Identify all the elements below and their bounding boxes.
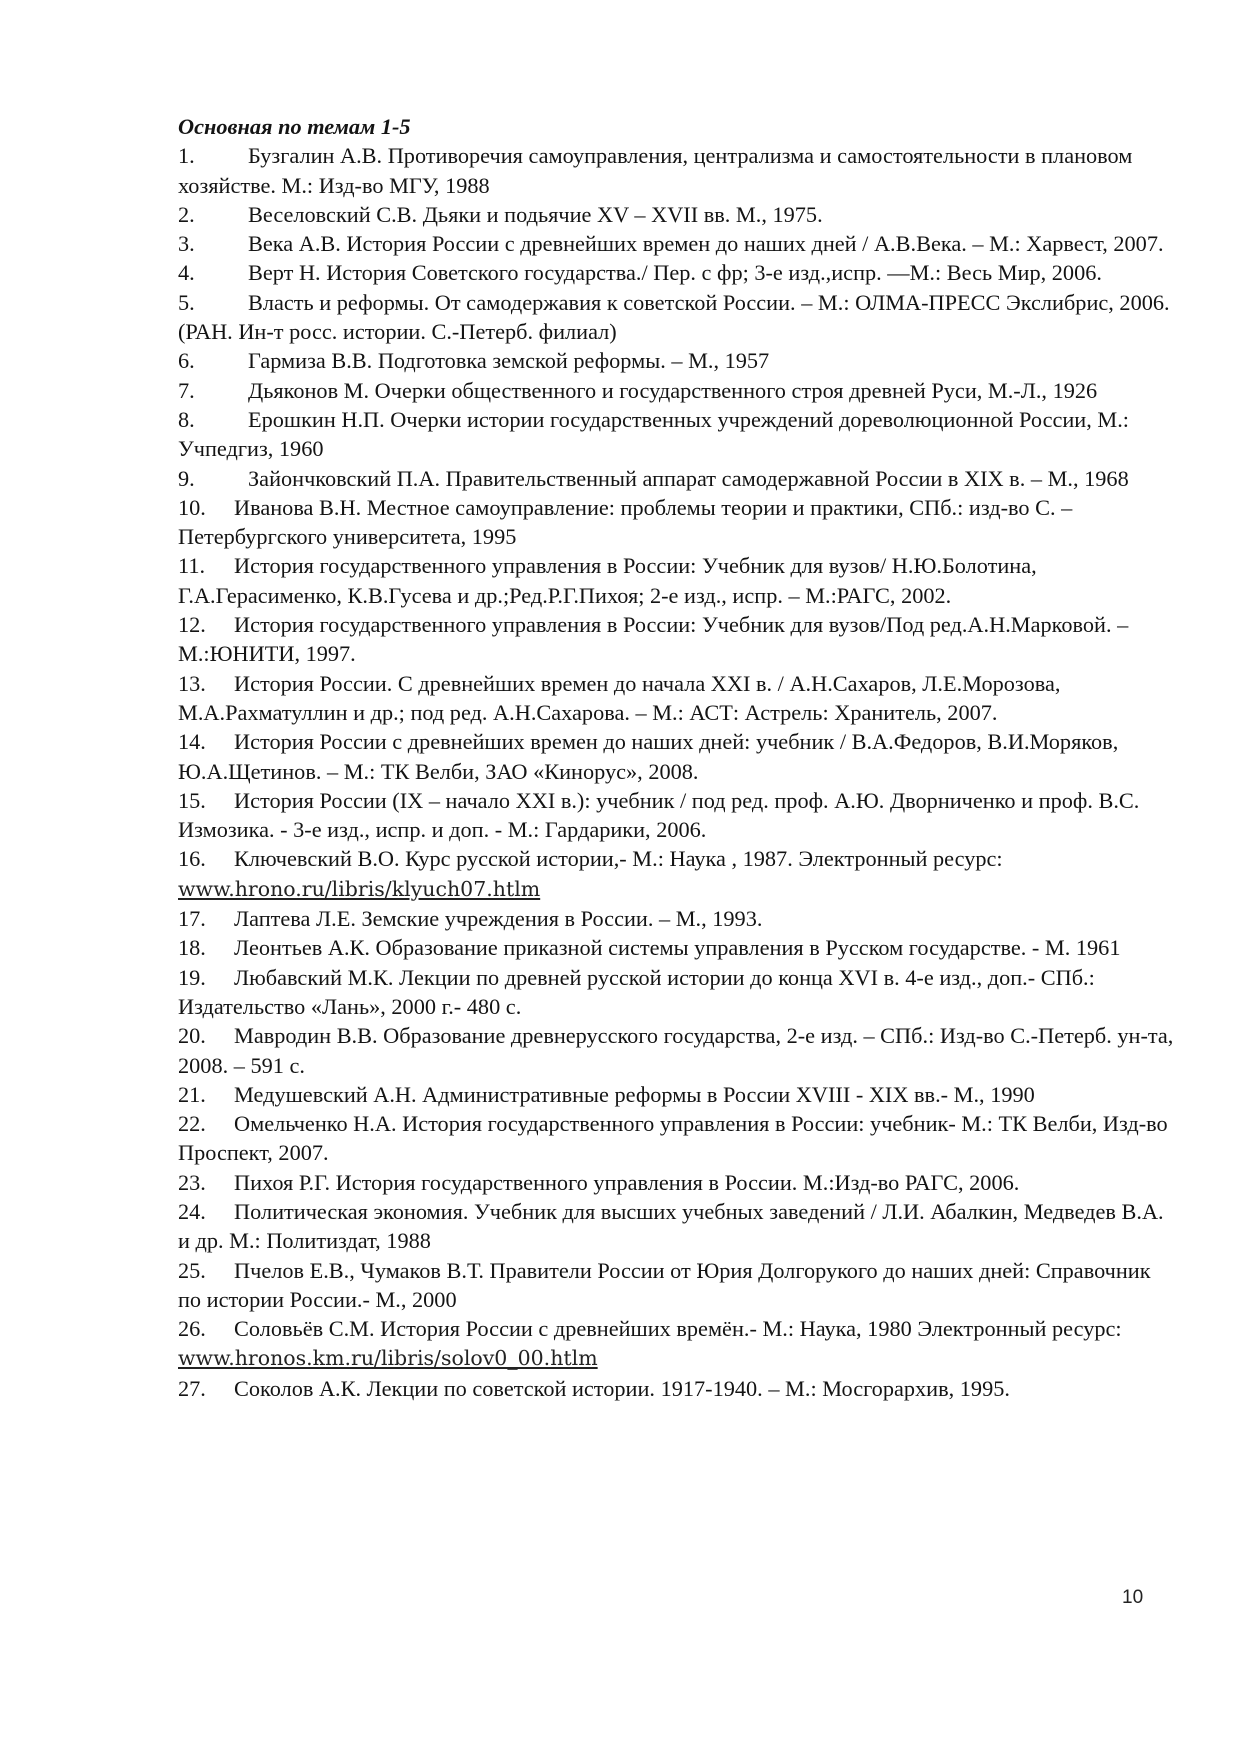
reference-number: 19. <box>178 964 206 990</box>
reference-number: 14. <box>178 729 206 755</box>
reference-text: Пихоя Р.Г. История государственного управления в России. М.:Изд-во РАГС, 2006. <box>234 1169 1020 1195</box>
reference-number: 11. <box>178 553 206 579</box>
reference-number: 17. <box>178 906 206 932</box>
reference-item <box>178 200 1178 229</box>
reference-text: Мавродин В.В. Образование древнерусского государства, 2-е изд. – СПб.: Изд-во С.-Петерб. ун-та, 2008. – 591 с. <box>178 1023 1174 1078</box>
reference-item <box>178 844 1178 904</box>
reference-number: 18. <box>178 935 206 961</box>
reference-item <box>178 141 1178 200</box>
reference-item <box>178 1080 1178 1109</box>
reference-number: 27. <box>178 1375 206 1401</box>
reference-item <box>178 229 1178 258</box>
reference-text: История России с древнейших времен до наших дней: учебник / В.А.Федоров, В.И.Моряков, Ю.А.Щетинов. – М.: ТК Велби, ЗАО «Кинорус», 2008. <box>178 729 1119 784</box>
reference-item <box>178 786 1178 845</box>
reference-item <box>178 551 1178 610</box>
reference-number: 20. <box>178 1023 206 1049</box>
reference-link[interactable]: www.hronos.km.ru/libris/solov0_00.htlm <box>178 1346 598 1371</box>
reference-text: История России. С древнейших времен до начала XXI в. / А.Н.Сахаров, Л.Е.Морозова, М.А.Рахматуллин и др.; под ред. А.Н.Сахарова. – М.: АСТ: Астрель: Хранитель, 2007. <box>178 670 1061 725</box>
reference-item <box>178 1314 1178 1374</box>
reference-text: Дьяконов М. Очерки общественного и государственного строя древней Руси, М.-Л., 1926 <box>248 377 1098 403</box>
reference-text: История государственного управления в России: Учебник для вузов/Под ред.А.Н.Марковой. – М.:ЮНИТИ, 1997. <box>178 612 1129 667</box>
reference-item <box>178 346 1178 375</box>
reference-text: Иванова В.Н. Местное самоуправление: проблемы теории и практики, СПб.: изд-во С. –Петербургского университета, 1995 <box>178 494 1073 550</box>
reference-text: Любавский М.К. Лекции по древней русской истории до конца XVI в. 4-е изд., доп.- СПб.: Издательство «Лань», 2000 г.- 480 с. <box>178 964 1095 1019</box>
reference-number: 1. <box>178 143 195 169</box>
reference-number: 2. <box>178 201 195 227</box>
reference-number: 21. <box>178 1081 206 1107</box>
reference-text: Ерошкин Н.П. Очерки истории государственных учреждений дореволюционной России, М.: Учпедгиз, 1960 <box>178 406 1129 462</box>
reference-item <box>178 258 1178 287</box>
reference-text: Соловьёв С.М. История России с древнейших времён.- М.: Наука, 1980 Электронный ресурс: <box>234 1316 1122 1342</box>
reference-text: Власть и реформы. От самодержавия к советской России. – М.: ОЛМА-ПРЕСС Экслибрис, 2006. (РАН. Ин-т росс. истории. С.-Петерб. филиал) <box>178 289 1170 345</box>
reference-number: 22. <box>178 1111 206 1137</box>
reference-text: Веселовский С.В. Дьяки и подьячие XV – XVII вв. М., 1975. <box>248 201 823 227</box>
reference-text: История России (IX – начало XXI в.): учебник / под ред. проф. А.Ю. Дворниченко и проф. В.С. Измозика. - 3-е изд., испр. и доп. - М.: Гардарики, 2006. <box>178 787 1140 843</box>
reference-text: Бузгалин А.В. Противоречия самоуправления, централизма и самостоятельности в плановом хозяйстве. М.: Изд-во МГУ, 1988 <box>178 143 1133 198</box>
reference-text: Политическая экономия. Учебник для высших учебных заведений / Л.И. Абалкин, Медведев В.А. и др. М.: Политиздат, 1988 <box>178 1198 1164 1254</box>
page-number: 10 <box>1122 1587 1144 1608</box>
reference-item <box>178 933 1178 962</box>
reference-number: 23. <box>178 1169 206 1195</box>
reference-text: Века А.В. История России с древнейших времен до наших дней / А.В.Века. – М.: Харвест, 2007. <box>248 231 1164 257</box>
reference-text: Леонтьев А.К. Образование приказной системы управления в Русском государстве. - М. 1961 <box>234 935 1121 961</box>
section-heading: Основная по темам 1-5 <box>178 114 411 139</box>
reference-number: 7. <box>178 377 195 403</box>
reference-number: 10. <box>178 494 206 520</box>
reference-number: 16. <box>178 846 206 872</box>
reference-number: 15. <box>178 787 206 813</box>
reference-item <box>178 1109 1178 1168</box>
reference-text: Ключевский В.О. Курс русской истории,- М.: Наука , 1987. Электронный ресурс: <box>234 846 1003 872</box>
reference-number: 4. <box>178 260 195 286</box>
reference-item <box>178 727 1178 786</box>
reference-item <box>178 1374 1178 1403</box>
reference-item <box>178 1021 1178 1080</box>
reference-item <box>178 288 1178 347</box>
document-page <box>178 112 1178 1403</box>
reference-number: 9. <box>178 465 195 491</box>
reference-item <box>178 904 1178 933</box>
reference-text: Омельченко Н.А. История государственного управления в России: учебник- М.: ТК Велби, Изд-во Проспект, 2007. <box>178 1111 1168 1166</box>
reference-text: История государственного управления в России: Учебник для вузов/ Н.Ю.Болотина, Г.А.Герасименко, К.В.Гусева и др.;Ред.Р.Г.Пихоя; 2-е изд., испр. – М.:РАГС, 2002. <box>178 553 1037 608</box>
reference-text: Медушевский А.Н. Административные реформы в России XVIII - XIX вв.- М., 1990 <box>234 1081 1035 1107</box>
reference-item <box>178 669 1178 728</box>
reference-item <box>178 376 1178 405</box>
reference-item <box>178 493 1178 552</box>
reference-number: 6. <box>178 348 195 374</box>
reference-item <box>178 1168 1178 1197</box>
reference-number: 3. <box>178 231 195 257</box>
reference-text: Пчелов Е.В., Чумаков В.Т. Правители России от Юрия Долгорукого до наших дней: Справочник по истории России.- М., 2000 <box>178 1257 1151 1312</box>
reference-number: 5. <box>178 289 195 315</box>
reference-text: Зайончковский П.А. Правительственный аппарат самодержавной России в XIX в. – М., 1968 <box>248 465 1129 491</box>
reference-text: Гармиза В.В. Подготовка земской реформы. – М., 1957 <box>248 348 770 374</box>
reference-number: 24. <box>178 1198 206 1224</box>
reference-number: 25. <box>178 1257 206 1283</box>
reference-number: 8. <box>178 406 195 432</box>
reference-item <box>178 610 1178 669</box>
reference-link[interactable]: www.hrono.ru/libris/klyuch07.htlm <box>178 876 541 901</box>
reference-number: 13. <box>178 670 206 696</box>
reference-list <box>178 141 1178 1403</box>
reference-item <box>178 405 1178 464</box>
reference-item <box>178 1256 1178 1315</box>
reference-item <box>178 464 1178 493</box>
reference-number: 26. <box>178 1316 206 1342</box>
reference-text: Лаптева Л.Е. Земские учреждения в России. – М., 1993. <box>234 906 763 932</box>
reference-number: 12. <box>178 612 206 638</box>
reference-item <box>178 1197 1178 1256</box>
reference-text: Верт Н. История Советского государства./ Пер. с фр; 3-е изд.,испр. —М.: Весь Мир, 2006. <box>248 260 1102 286</box>
reference-text: Соколов А.К. Лекции по советской истории. 1917-1940. – М.: Мосгорархив, 1995. <box>234 1375 1010 1401</box>
reference-item <box>178 963 1178 1022</box>
